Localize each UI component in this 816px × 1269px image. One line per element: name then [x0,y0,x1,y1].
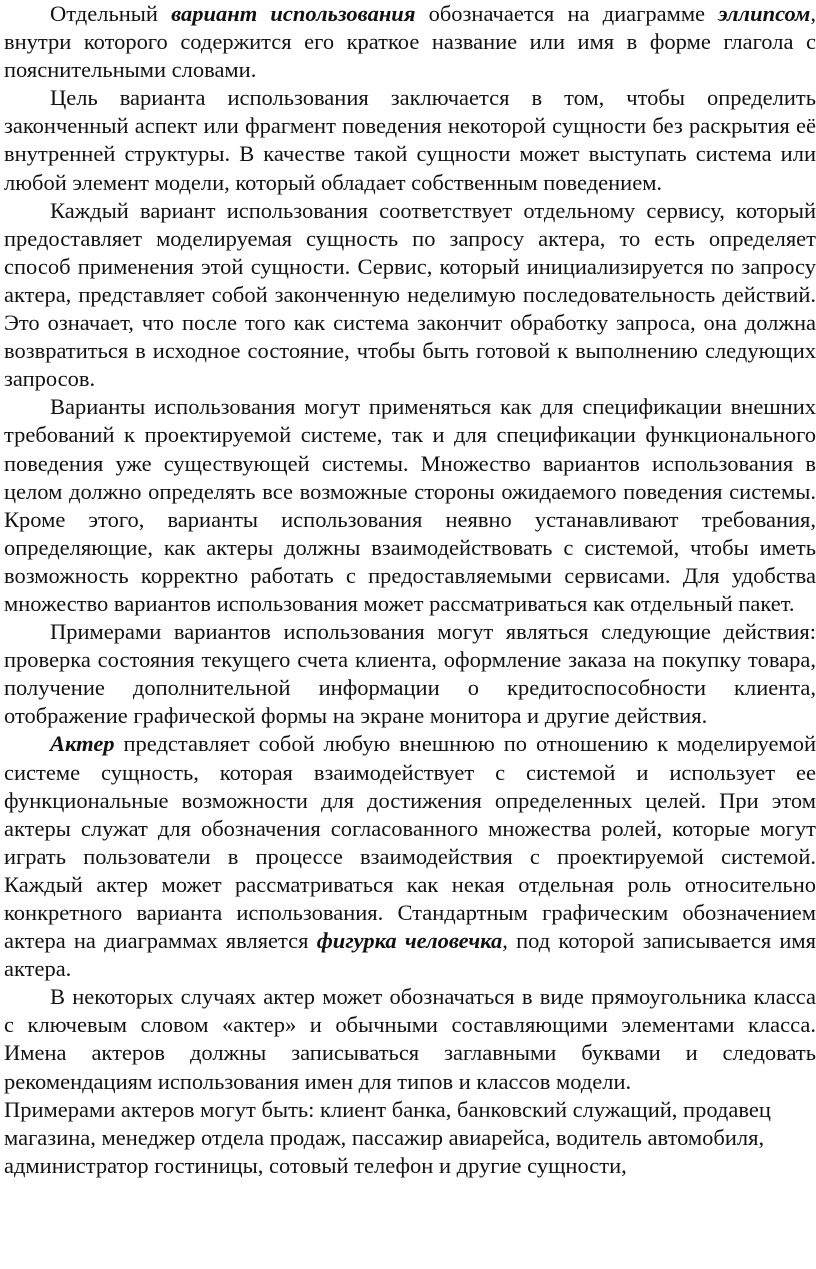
term-ellipse: эллипсом [718,1,811,26]
text-segment: , внутри которого содержится его краткое название или имя в форме глагола с пояснительными словами. [4,1,816,83]
paragraph-actor-class-notation [4,983,816,1095]
text-segment: Цель варианта использования заключается в том, чтобы определить законченный аспект или фрагмент поведения некоторой сущности без раскрытия её внутренней структуры. В качестве такой сущности может выступать система или любой элемент модели, который обладает собственным поведением. [4,85,816,195]
paragraph-use-case-examples [4,618,816,730]
text-segment: представляет собой любую внешнюю по отношению к моделируемой системе сущность, которая взаимодействует с системой и использует ее функциональные возможности для достижения определенных целей. При этом актеры служат для обозначения согласованного множества ролей, которые могут играть пользователи в процессе взаимодействия с проектируемой системой. Каждый актер может рассматриваться как некая отдельная роль относительно конкретного варианта использования. Стандартным графическим обозначением актера на диаграммах является [4,731,816,954]
term-stick-figure: фигурка человечка [316,928,503,954]
text-segment: Примерами актеров могут быть: клиент банка, банковский служащий, продавец магазина, менеджер отдела продаж, пассажир авиарейса, водитель автомобиля, администратор гостиницы, сотовый телефон и другие сущности, [4,1096,771,1178]
text-segment: обозначается на диаграмме [415,1,719,26]
text-segment: В некоторых случаях актер может обозначаться в виде прямоугольника класса с ключевым словом «актер» и обычными составляющими элементами класса. Имена актеров должны записываться заглавными буквами и следовать рекомендациям использования имен для типов и классов модели. [4,984,816,1094]
term-use-case: вариант использования [171,1,416,26]
paragraph-use-case-goal [4,84,816,196]
paragraph-actor-examples [4,1096,816,1180]
text-segment: Варианты использования могут применяться как для спецификации внешних требований к проектируемой системе, так и для спецификации функционального поведения уже существующей системы. Множество вариантов использования в целом должно определять все возможные стороны ожидаемого поведения системы. Кроме этого, варианты использования неявно устанавливают требования, определяющие, как актеры должны взаимодействовать с системой, чтобы иметь возможность корректно работать с предоставляемыми сервисами. Для удобства множество вариантов использования может рассматриваться как отдельный пакет. [4,394,816,616]
paragraph-use-case-notation [4,0,816,84]
paragraph-actor-definition [4,730,816,983]
text-segment: , под которой записывается имя актера. [4,928,816,982]
text-segment: Отдельный [50,1,172,26]
text-segment: Примерами вариантов использования могут являться следующие действия: проверка состояния текущего счета клиента, оформление заказа на покупку товара, получение дополнительной информации о кредитоспособности клиента, отображение графической формы на экране монитора и другие действия. [4,619,816,729]
paragraph-use-case-service [4,197,816,394]
text-segment: Каждый вариант использования соответствует отдельному сервису, который предоставляет моделируемая сущность по запросу актера, то есть определяет способ применения этой сущности. Сервис, который инициализируется по запросу актера, представляет собой законченную неделимую последовательность действий. Это означает, что после того как система закончит обработку запроса, она должна возвратиться в исходное состояние, чтобы быть готовой к выполнению следующих запросов. [4,197,816,392]
paragraph-use-case-specification [4,393,816,618]
term-actor: Актер [50,731,115,757]
